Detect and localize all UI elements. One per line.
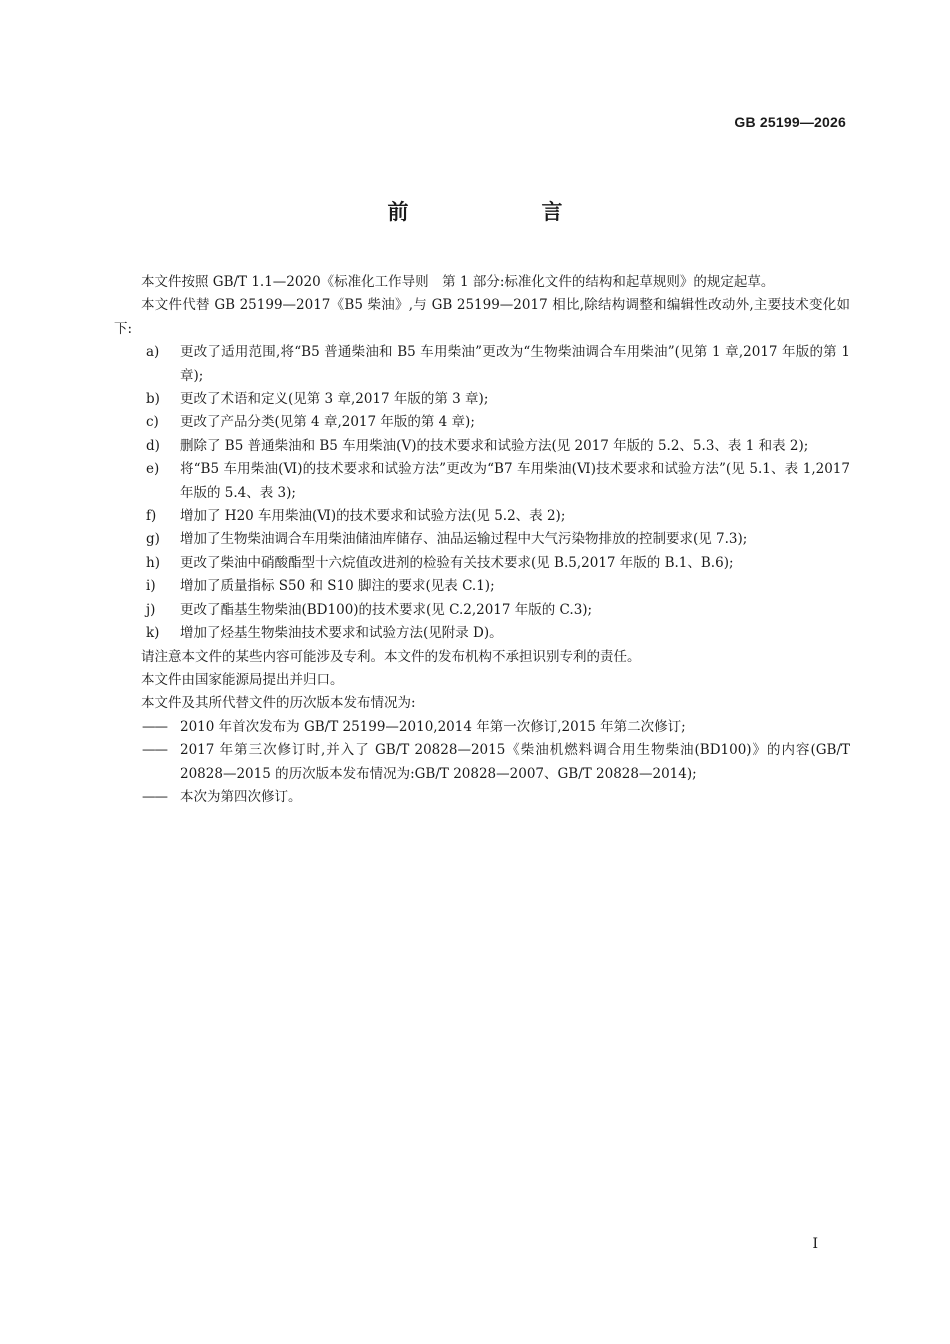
list-item-text: 更改了适用范围,将“B5 普通柴油和 B5 车用柴油”更改为“生物柴油调合车用柴油”(见第 1 章,2017 年版的第 1 章); — [180, 344, 850, 384]
list-item-text: 更改了术语和定义(见第 3 章,2017 年版的第 3 章); — [180, 391, 489, 408]
list-marker: k) — [146, 625, 160, 642]
list-marker: e) — [146, 461, 160, 478]
list-item-text: 增加了生物柴油调合车用柴油储油库储存、油品运输过程中大气污染物排放的控制要求(见 7.3); — [180, 531, 748, 548]
foreword-body — [114, 271, 850, 809]
history-intro: 本文件及其所代替文件的历次版本发布情况为: — [141, 695, 416, 712]
list-item-text: 更改了柴油中硝酸酯型十六烷值改进剂的检验有关技术要求(见 B.5,2017 年版的 B.1、B.6); — [180, 554, 734, 571]
list-item — [114, 458, 850, 505]
drafting-rules-paragraph: 本文件按照 GB/T 1.1—2020《标准化工作导则 第 1 部分:标准化文件的结构和起草规则》的规定起草。 — [141, 274, 775, 290]
list-marker: f) — [146, 508, 157, 525]
page-number: I — [812, 1236, 818, 1252]
list-item-text: 更改了酯基生物柴油(BD100)的技术要求(见 C.2,2017 年版的 C.3); — [180, 601, 593, 618]
list-marker: j) — [146, 601, 156, 618]
list-marker: c) — [146, 414, 159, 431]
list-item — [114, 505, 850, 528]
proposer-statement: 本文件由国家能源局提出并归口。 — [141, 671, 344, 688]
changes-list — [114, 341, 850, 645]
list-item — [114, 622, 850, 645]
list-item — [114, 575, 850, 598]
history-item-text: 本次为第四次修订。 — [180, 788, 302, 805]
history-list — [114, 716, 850, 810]
list-item — [114, 528, 850, 551]
list-item — [114, 435, 850, 458]
list-marker: b) — [146, 391, 160, 408]
list-item — [114, 552, 850, 575]
history-item — [114, 739, 850, 786]
list-item-text: 将“B5 车用柴油(Ⅵ)的技术要求和试验方法”更改为“B7 车用柴油(Ⅵ)技术要求和试验方法”(见 5.1、表 1,2017 年版的 5.4、表 3); — [180, 461, 850, 501]
history-item — [114, 716, 850, 739]
standard-number: GB 25199—2026 — [734, 114, 846, 130]
list-marker: g) — [146, 531, 160, 548]
list-marker: a) — [146, 344, 160, 361]
patent-notice: 请注意本文件的某些内容可能涉及专利。本文件的发布机构不承担识别专利的责任。 — [141, 648, 641, 665]
replacement-paragraph: 本文件代替 GB 25199—2017《B5 柴油》,与 GB 25199—2017 相比,除结构调整和编辑性改动外,主要技术变化如下: — [114, 297, 850, 337]
list-item-text: 更改了产品分类(见第 4 章,2017 年版的第 4 章); — [180, 414, 475, 431]
list-item — [114, 388, 850, 411]
page-title: 前 言 — [387, 200, 619, 224]
list-item — [114, 411, 850, 434]
list-marker: i) — [146, 578, 156, 595]
dash-marker: —— — [142, 788, 167, 805]
history-item-text: 2017 年第三次修订时,并入了 GB/T 20828—2015《柴油机燃料调合用生物柴油(BD100)》的内容(GB/T 20828—2015 的历次版本发布情况为:GB/T 20828—2007、GB/T 20828—2014); — [180, 742, 850, 782]
list-item-text: 删除了 B5 普通柴油和 B5 车用柴油(Ⅴ)的技术要求和试验方法(见 2017 年版的 5.2、5.3、表 1 和表 2); — [180, 437, 809, 454]
list-item-text: 增加了 H20 车用柴油(Ⅵ)的技术要求和试验方法(见 5.2、表 2); — [180, 508, 566, 525]
list-item — [114, 341, 850, 388]
list-item-text: 增加了烃基生物柴油技术要求和试验方法(见附录 D)。 — [180, 625, 503, 642]
list-marker: d) — [146, 437, 160, 454]
list-item-text: 增加了质量指标 S50 和 S10 脚注的要求(见表 C.1); — [180, 578, 495, 595]
history-item-text: 2010 年首次发布为 GB/T 25199—2010,2014 年第一次修订,2015 年第二次修订; — [180, 718, 686, 735]
list-item — [114, 599, 850, 622]
dash-marker: —— — [142, 742, 167, 759]
list-marker: h) — [146, 554, 160, 571]
dash-marker: —— — [142, 718, 167, 735]
history-item — [114, 786, 850, 809]
